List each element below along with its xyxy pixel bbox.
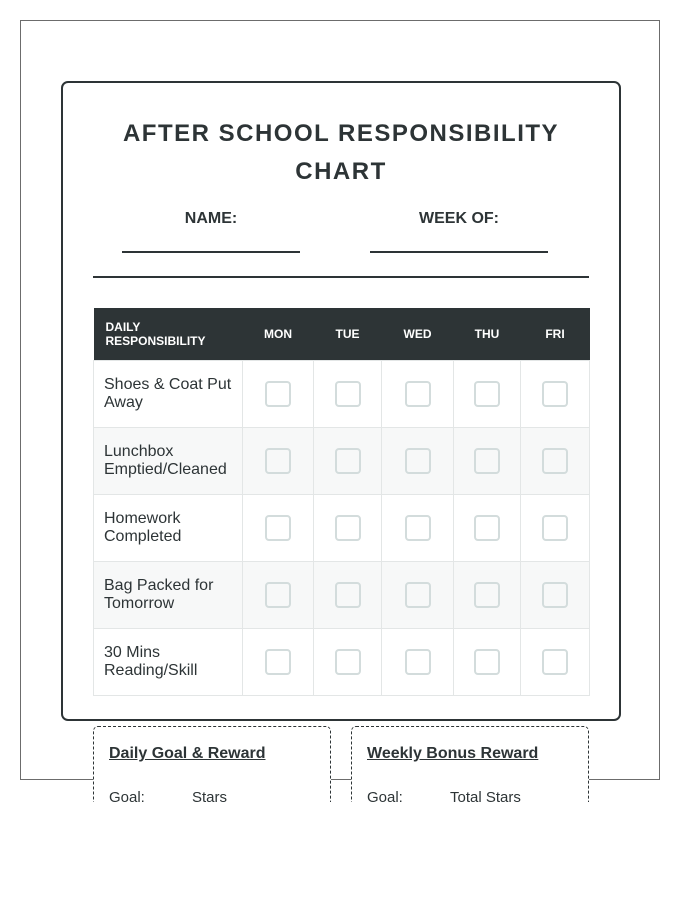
name-blank-line[interactable]	[122, 251, 300, 253]
day-cell	[454, 495, 521, 562]
daily-goal-unit: Stars	[192, 789, 228, 802]
header-daily-responsibility	[94, 308, 243, 361]
checkbox[interactable]	[335, 649, 361, 675]
task-label-line2: Reading/Skill	[104, 662, 198, 679]
checkbox[interactable]	[335, 381, 361, 407]
task-label-line1: Shoes & Coat Put	[104, 376, 232, 393]
task-label-line1: 30 Mins	[104, 644, 161, 661]
checkbox[interactable]	[405, 381, 431, 407]
header-divider	[93, 276, 589, 278]
task-label-line1: Homework	[104, 510, 181, 527]
task-label	[94, 495, 243, 562]
day-cell	[382, 428, 454, 495]
chart-card	[61, 81, 621, 721]
day-cell	[521, 361, 590, 428]
checkbox[interactable]	[335, 515, 361, 541]
checkbox[interactable]	[265, 515, 291, 541]
day-cell	[314, 361, 382, 428]
task-label-line2: Away	[104, 394, 143, 411]
day-cell	[454, 361, 521, 428]
week-field[interactable]	[369, 209, 549, 253]
day-cell	[243, 428, 314, 495]
checkbox[interactable]	[542, 582, 568, 608]
header-day-mon: MON	[243, 308, 314, 361]
day-cell	[314, 562, 382, 629]
chart-title	[63, 115, 619, 191]
checkbox[interactable]	[335, 582, 361, 608]
daily-goal-label: Goal:	[109, 789, 145, 802]
header-day-tue: TUE	[314, 308, 382, 361]
day-cell	[243, 361, 314, 428]
day-cell	[243, 495, 314, 562]
header-line1: DAILY	[105, 320, 141, 334]
weekly-reward-title: Weekly Bonus Reward	[367, 745, 539, 762]
day-cell	[521, 428, 590, 495]
table-row	[94, 562, 590, 629]
checkbox[interactable]	[542, 448, 568, 474]
table-row	[94, 495, 590, 562]
day-cell	[314, 495, 382, 562]
weekly-reward-box	[351, 726, 589, 802]
chart-title-line1: AFTER SCHOOL RESPONSIBILITY	[122, 120, 560, 147]
weekly-goal-label: Goal:	[367, 789, 403, 802]
checkbox[interactable]	[542, 649, 568, 675]
checkbox[interactable]	[474, 582, 500, 608]
responsibility-table	[93, 308, 590, 696]
checkbox[interactable]	[405, 448, 431, 474]
day-cell	[314, 428, 382, 495]
table-row	[94, 428, 590, 495]
day-cell	[521, 495, 590, 562]
task-label	[94, 428, 243, 495]
header-line2: RESPONSIBILITY	[105, 334, 206, 348]
daily-reward-title: Daily Goal & Reward	[109, 745, 266, 762]
table-row	[94, 629, 590, 696]
week-label: WEEK OF:	[419, 210, 499, 227]
checkbox[interactable]	[265, 381, 291, 407]
checkbox[interactable]	[265, 582, 291, 608]
checkbox[interactable]	[335, 448, 361, 474]
day-cell	[454, 629, 521, 696]
task-label	[94, 629, 243, 696]
chart-title-line2: CHART	[295, 158, 387, 185]
daily-reward-box	[93, 726, 331, 802]
day-cell	[382, 562, 454, 629]
checkbox[interactable]	[265, 448, 291, 474]
task-label-line2: Completed	[104, 528, 182, 545]
day-cell	[382, 629, 454, 696]
day-cell	[454, 428, 521, 495]
task-label	[94, 562, 243, 629]
task-label-line2: Tomorrow	[104, 595, 175, 612]
week-blank-line[interactable]	[370, 251, 548, 253]
checkbox[interactable]	[542, 515, 568, 541]
day-cell	[314, 629, 382, 696]
day-cell	[382, 495, 454, 562]
weekly-goal-unit: Total Stars	[450, 789, 521, 802]
header-day-fri: FRI	[521, 308, 590, 361]
day-cell	[243, 629, 314, 696]
name-field[interactable]	[121, 209, 301, 253]
day-cell	[521, 629, 590, 696]
day-cell	[243, 562, 314, 629]
table-header-row	[94, 308, 590, 361]
header-day-wed: WED	[382, 308, 454, 361]
checkbox[interactable]	[474, 448, 500, 474]
checkbox[interactable]	[474, 381, 500, 407]
checkbox[interactable]	[542, 381, 568, 407]
header-day-thu: THU	[454, 308, 521, 361]
checkbox[interactable]	[405, 515, 431, 541]
checkbox[interactable]	[405, 649, 431, 675]
day-cell	[382, 361, 454, 428]
table-row	[94, 361, 590, 428]
task-label-line1: Lunchbox	[104, 443, 174, 460]
checkbox[interactable]	[265, 649, 291, 675]
task-label-line2: Emptied/Cleaned	[104, 461, 227, 478]
task-label-line1: Bag Packed for	[104, 577, 214, 594]
checkbox[interactable]	[474, 515, 500, 541]
day-cell	[454, 562, 521, 629]
checkbox[interactable]	[405, 582, 431, 608]
day-cell	[521, 562, 590, 629]
checkbox[interactable]	[474, 649, 500, 675]
task-label	[94, 361, 243, 428]
name-label: NAME:	[184, 210, 238, 227]
